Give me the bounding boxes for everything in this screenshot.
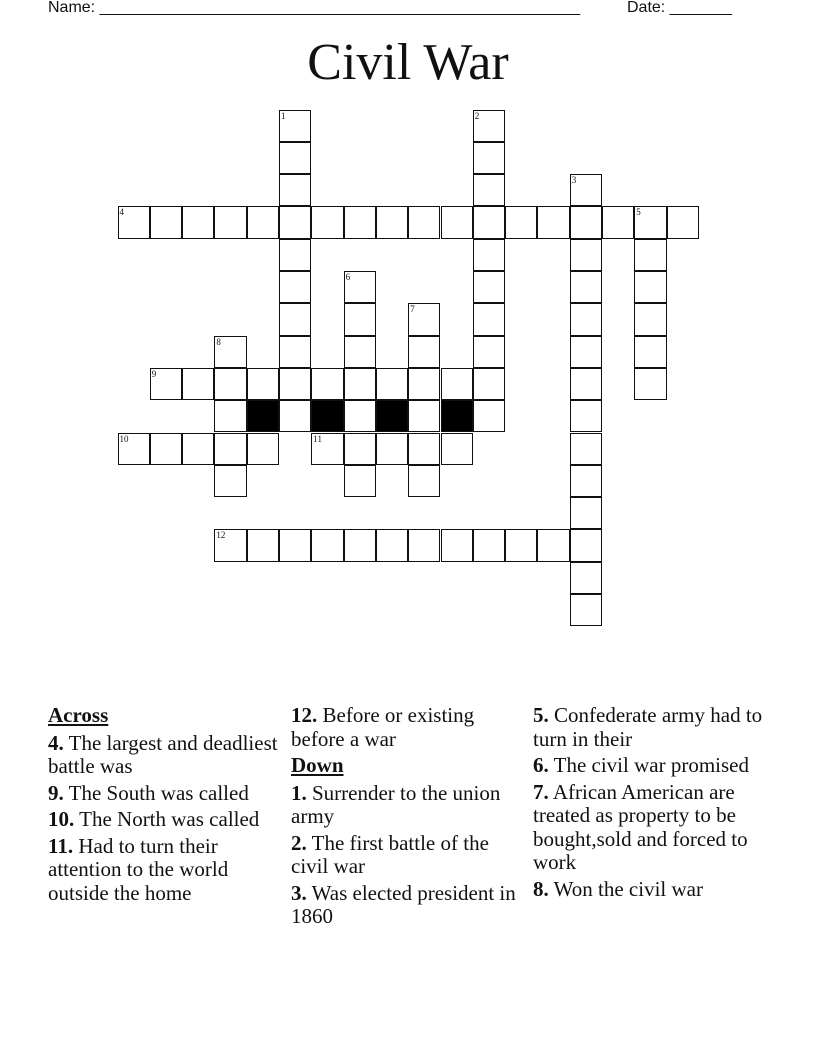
crossword-cell[interactable] bbox=[344, 336, 376, 368]
clue-number-label: 2 bbox=[474, 110, 480, 121]
blocked-cell bbox=[441, 400, 473, 432]
clue-down-3 bbox=[291, 882, 523, 929]
crossword-cell[interactable] bbox=[441, 206, 473, 238]
crossword-cell[interactable] bbox=[279, 110, 311, 142]
crossword-cell[interactable] bbox=[570, 206, 602, 238]
clue-number: 2. bbox=[291, 830, 307, 855]
crossword-cell[interactable] bbox=[279, 368, 311, 400]
clues-column-2 bbox=[291, 704, 523, 932]
clue-number: 10. bbox=[48, 807, 75, 831]
crossword-cell[interactable] bbox=[344, 368, 376, 400]
crossword-cell[interactable] bbox=[537, 529, 569, 561]
crossword-cell[interactable] bbox=[214, 400, 246, 432]
crossword-cell[interactable] bbox=[634, 303, 666, 335]
clue-number: 7. bbox=[533, 779, 549, 804]
blocked-cell bbox=[376, 400, 408, 432]
across-heading: Across bbox=[48, 703, 109, 727]
clue-across-9 bbox=[48, 782, 280, 806]
crossword-cell[interactable] bbox=[570, 239, 602, 271]
clue-down-7 bbox=[533, 781, 773, 875]
crossword-cell[interactable] bbox=[473, 368, 505, 400]
clue-number: 5. bbox=[533, 703, 549, 727]
clue-text: Was elected president in 1860 bbox=[291, 880, 516, 928]
crossword-cell[interactable] bbox=[570, 465, 602, 497]
clue-text: The North was called bbox=[79, 807, 260, 831]
crossword-cell[interactable] bbox=[408, 400, 440, 432]
crossword-cell[interactable] bbox=[150, 206, 182, 238]
crossword-cell[interactable] bbox=[441, 433, 473, 465]
crossword-cell[interactable] bbox=[311, 206, 343, 238]
crossword-cell[interactable] bbox=[473, 400, 505, 432]
crossword-cell[interactable] bbox=[344, 303, 376, 335]
crossword-cell[interactable] bbox=[214, 465, 246, 497]
clues-column-3 bbox=[533, 704, 773, 904]
clue-number: 11. bbox=[48, 833, 74, 858]
crossword-cell[interactable] bbox=[247, 206, 279, 238]
clue-number-label: 10 bbox=[119, 433, 129, 444]
clue-number: 1. bbox=[291, 780, 307, 805]
crossword-cell[interactable] bbox=[634, 368, 666, 400]
clue-number-label: 4 bbox=[119, 207, 124, 218]
crossword-cell[interactable] bbox=[473, 174, 505, 206]
crossword-cell[interactable] bbox=[214, 433, 246, 465]
crossword-cell[interactable] bbox=[214, 529, 246, 561]
crossword-cell[interactable] bbox=[570, 174, 602, 206]
clue-number-label: 8 bbox=[216, 336, 221, 347]
clue-text: Confederate army had to turn in their bbox=[533, 703, 763, 751]
clue-down-2 bbox=[291, 832, 523, 879]
crossword-cell[interactable] bbox=[408, 336, 440, 368]
crossword-cell[interactable] bbox=[505, 206, 537, 238]
clue-text: Before or existing before a war bbox=[291, 703, 475, 751]
clue-number-label: 11 bbox=[313, 433, 322, 444]
page-title: Civil War bbox=[307, 34, 509, 91]
crossword-cell[interactable] bbox=[570, 271, 602, 303]
crossword-cell[interactable] bbox=[150, 368, 182, 400]
clue-down-5 bbox=[533, 704, 773, 751]
crossword-cell[interactable] bbox=[441, 368, 473, 400]
crossword-cell[interactable] bbox=[150, 433, 182, 465]
crossword-cell[interactable] bbox=[408, 433, 440, 465]
clue-text: Won the civil war bbox=[553, 876, 703, 901]
crossword-cell[interactable] bbox=[182, 433, 214, 465]
crossword-cell[interactable] bbox=[473, 239, 505, 271]
crossword-cell[interactable] bbox=[570, 562, 602, 594]
clue-number: 12. bbox=[291, 703, 318, 727]
clue-text: The first battle of the civil war bbox=[291, 830, 489, 878]
clues-column-1 bbox=[48, 704, 280, 908]
crossword-cell[interactable] bbox=[473, 206, 505, 238]
crossword-cell[interactable] bbox=[279, 206, 311, 238]
crossword-cell[interactable] bbox=[376, 529, 408, 561]
crossword-cell[interactable] bbox=[408, 368, 440, 400]
crossword-cell[interactable] bbox=[634, 336, 666, 368]
clue-number: 6. bbox=[533, 753, 549, 777]
crossword-cell[interactable] bbox=[182, 368, 214, 400]
clue-number-label: 12 bbox=[216, 530, 226, 541]
crossword-cell[interactable] bbox=[408, 206, 440, 238]
clue-number: 3. bbox=[291, 880, 307, 905]
crossword-cell[interactable] bbox=[118, 206, 150, 238]
crossword-cell[interactable] bbox=[247, 433, 279, 465]
crossword-cell[interactable] bbox=[505, 529, 537, 561]
crossword-cell[interactable] bbox=[311, 529, 343, 561]
crossword-cell[interactable] bbox=[311, 433, 343, 465]
crossword-cell[interactable] bbox=[279, 400, 311, 432]
clue-across-10 bbox=[48, 808, 280, 832]
crossword-cell[interactable] bbox=[570, 303, 602, 335]
crossword-cell[interactable] bbox=[408, 465, 440, 497]
clue-number-label: 6 bbox=[345, 272, 351, 282]
crossword-cell[interactable] bbox=[279, 529, 311, 561]
clue-across-11 bbox=[48, 835, 280, 906]
blocked-cell bbox=[311, 400, 343, 432]
crossword-cell[interactable] bbox=[473, 303, 505, 335]
clue-number-label: 3 bbox=[571, 175, 577, 186]
crossword-cell[interactable] bbox=[570, 529, 602, 561]
clue-number: 8. bbox=[533, 876, 549, 901]
crossword-cell[interactable] bbox=[570, 400, 602, 432]
clue-text: The South was called bbox=[68, 780, 249, 805]
clue-number-label: 7 bbox=[410, 304, 415, 315]
clue-down-8 bbox=[533, 878, 773, 902]
crossword-cell[interactable] bbox=[376, 368, 408, 400]
clue-text: The civil war promised bbox=[553, 753, 749, 777]
crossword-cell[interactable] bbox=[473, 110, 505, 142]
crossword-cell[interactable] bbox=[279, 271, 311, 303]
crossword-cell[interactable] bbox=[279, 239, 311, 271]
crossword-cell[interactable] bbox=[214, 368, 246, 400]
crossword-cell[interactable] bbox=[279, 174, 311, 206]
crossword-cell[interactable] bbox=[311, 368, 343, 400]
crossword-cell[interactable] bbox=[473, 142, 505, 174]
clue-across-12 bbox=[291, 704, 523, 751]
clue-number-label: 5 bbox=[636, 207, 641, 218]
crossword-cell[interactable] bbox=[376, 206, 408, 238]
crossword-cell[interactable] bbox=[344, 271, 376, 303]
crossword-cell[interactable] bbox=[441, 529, 473, 561]
date-field: Date: _______ bbox=[627, 0, 732, 16]
clue-across-4 bbox=[48, 732, 280, 779]
crossword-cell[interactable] bbox=[473, 271, 505, 303]
clue-number: 9. bbox=[48, 780, 64, 805]
crossword-cell[interactable] bbox=[279, 336, 311, 368]
crossword-cell[interactable] bbox=[570, 368, 602, 400]
crossword-cell[interactable] bbox=[118, 433, 150, 465]
crossword-cell[interactable] bbox=[634, 206, 666, 238]
crossword-cell[interactable] bbox=[667, 206, 699, 238]
down-heading: Down bbox=[291, 753, 344, 777]
crossword-cell[interactable] bbox=[473, 529, 505, 561]
clue-text: Had to turn their attention to the world outside the home bbox=[48, 833, 229, 905]
crossword-cell[interactable] bbox=[247, 368, 279, 400]
crossword-cell[interactable] bbox=[634, 271, 666, 303]
crossword-cell[interactable] bbox=[182, 206, 214, 238]
clue-number-label: 1 bbox=[281, 110, 286, 121]
clue-number-label: 9 bbox=[151, 368, 157, 379]
name-field: Name: ______________________________________________________ bbox=[48, 0, 581, 16]
crossword-cell[interactable] bbox=[344, 433, 376, 465]
clue-text: Surrender to the union army bbox=[291, 780, 501, 828]
crossword-cell[interactable] bbox=[344, 529, 376, 561]
crossword-cell[interactable] bbox=[344, 465, 376, 497]
crossword-cell[interactable] bbox=[408, 303, 440, 335]
crossword-cell[interactable] bbox=[570, 433, 602, 465]
crossword-cell[interactable] bbox=[570, 336, 602, 368]
crossword-cell[interactable] bbox=[634, 239, 666, 271]
crossword-cell[interactable] bbox=[214, 206, 246, 238]
crossword-cell[interactable] bbox=[602, 206, 634, 238]
crossword-cell[interactable] bbox=[279, 303, 311, 335]
clue-down-6 bbox=[533, 754, 773, 778]
crossword-cell[interactable] bbox=[214, 336, 246, 368]
clue-down-1 bbox=[291, 782, 523, 829]
crossword-cell[interactable] bbox=[279, 142, 311, 174]
clue-text: African American are treated as property to be bought,sold and forced to work bbox=[533, 779, 748, 874]
clue-number: 4. bbox=[48, 730, 64, 755]
crossword-cell[interactable] bbox=[570, 497, 602, 529]
blocked-cell bbox=[247, 400, 279, 432]
crossword-cell[interactable] bbox=[570, 594, 602, 626]
crossword-cell[interactable] bbox=[344, 400, 376, 432]
crossword-cell[interactable] bbox=[537, 206, 569, 238]
crossword-cell[interactable] bbox=[344, 206, 376, 238]
crossword-cell[interactable] bbox=[473, 336, 505, 368]
crossword-cell[interactable] bbox=[247, 529, 279, 561]
clue-text: The largest and deadliest battle was bbox=[48, 730, 278, 778]
crossword-cell[interactable] bbox=[376, 433, 408, 465]
crossword-cell[interactable] bbox=[408, 529, 440, 561]
